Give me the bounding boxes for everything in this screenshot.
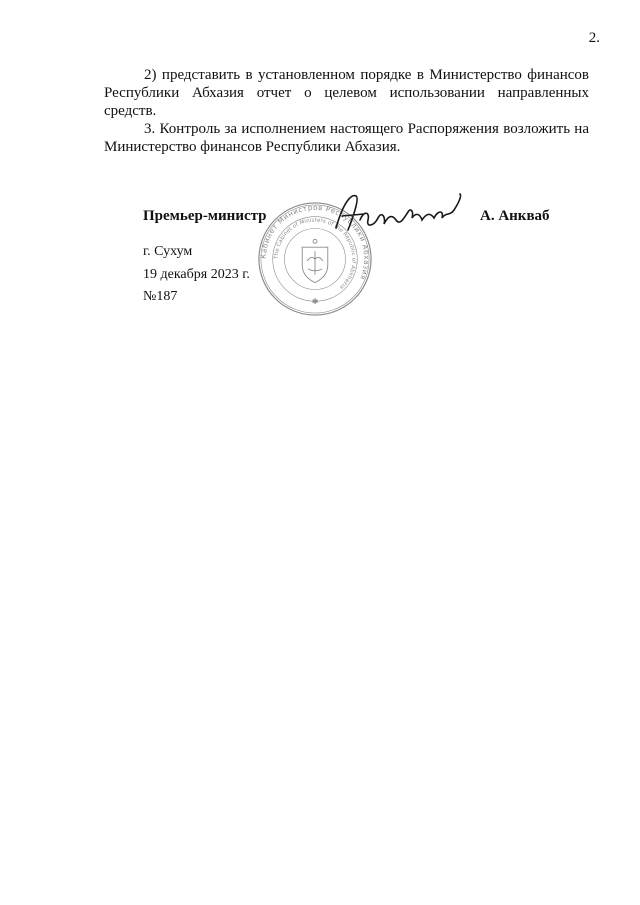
signing-date: 19 декабря 2023 г. (143, 267, 250, 282)
page-number: 2. (588, 30, 600, 46)
signatory-name: А. Анкваб (480, 208, 550, 224)
seal-star-icon (312, 297, 319, 306)
paragraph-control: 3. Контроль за исполнением настоящего Распоряжения возложить на Министерство финансов Республики Абхазия. (104, 121, 589, 155)
svg-text:✱: ✱ (311, 297, 319, 307)
svg-text:Кабинет Министров Республики А (259, 203, 371, 282)
seal-outer-text: Кабинет Министров Республики Абхазия (258, 202, 372, 282)
document-body (104, 66, 589, 156)
seal-inner-text: The Cabinet of Ministers of the Republic of Abkhazia (273, 217, 357, 291)
paragraph-report: 2) представить в установленном порядке в Министерство финансов Республики Абхазия отчет о целевом использовании направленных средств. (104, 67, 589, 119)
handwritten-signature (330, 190, 470, 240)
document-number: №187 (143, 289, 178, 304)
signing-place: г. Сухум (143, 244, 193, 259)
official-seal (256, 200, 374, 318)
svg-text:The Cabinet of Ministers of th (274, 218, 357, 291)
signatory-title: Премьер-министр (143, 208, 267, 224)
coat-of-arms-icon (302, 239, 328, 282)
